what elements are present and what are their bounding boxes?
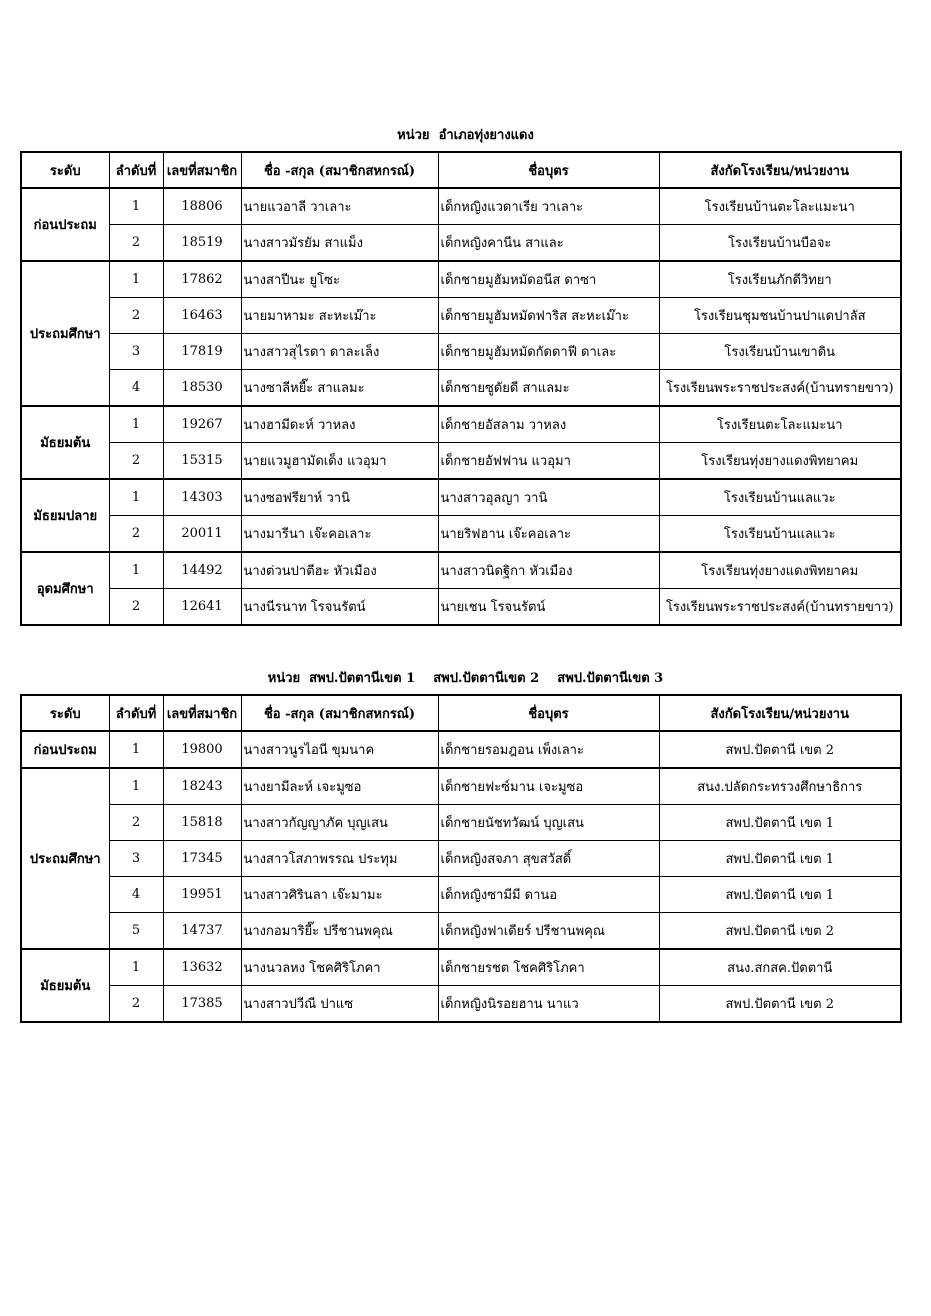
row-number-cell: 4 (109, 370, 163, 407)
header-no: ลำดับที่ (109, 695, 163, 731)
member-name-cell: นางกอมาริยี๊ะ ปรีชานพคุณ (241, 913, 438, 950)
row-number-cell: 2 (109, 516, 163, 553)
row-number-cell: 2 (109, 443, 163, 480)
row-number-cell: 1 (109, 479, 163, 516)
school-cell: โรงเรียนบ้านแลแวะ (659, 479, 901, 516)
member-name-cell: นางสาวศิรินลา เจ๊ะมามะ (241, 877, 438, 913)
school-cell: สพป.ปัตตานี เขต 1 (659, 877, 901, 913)
header-school: สังกัดโรงเรียน/หน่วยงาน (659, 695, 901, 731)
table-row (21, 768, 901, 805)
table-header-row (21, 152, 901, 188)
member-name-cell: นางสาปีนะ ยูโซะ (241, 261, 438, 298)
child-name-cell: นายเชน โรจนรัตน์ (438, 589, 659, 626)
member-id-cell: 16463 (163, 298, 241, 334)
member-id-cell: 18243 (163, 768, 241, 805)
header-school: สังกัดโรงเรียน/หน่วยงาน (659, 152, 901, 188)
member-id-cell: 17345 (163, 841, 241, 877)
member-id-cell: 18530 (163, 370, 241, 407)
school-cell: สนง.ปลัดกระทรวงศึกษาธิการ (659, 768, 901, 805)
row-number-cell: 2 (109, 589, 163, 626)
member-name-cell: นายแวมูฮามัดเด็ง แวอุมา (241, 443, 438, 480)
child-name-cell: เด็กชายรอมฎอน เพ็งเลาะ (438, 731, 659, 768)
member-id-cell: 19267 (163, 406, 241, 443)
level-cell: มัธยมต้น (21, 406, 109, 479)
school-cell: โรงเรียนตะโละแมะนา (659, 406, 901, 443)
row-number-cell: 4 (109, 877, 163, 913)
header-child-name: ชื่อบุตร (438, 152, 659, 188)
member-id-cell: 18519 (163, 225, 241, 262)
table-header-row (21, 695, 901, 731)
child-name-cell: เด็กหญิงแวดาเรีย วาเลาะ (438, 188, 659, 225)
member-name-cell: นางยามีละห์ เจะมูซอ (241, 768, 438, 805)
member-name-cell: นางมารีนา เจ๊ะคอเลาะ (241, 516, 438, 553)
level-cell: ก่อนประถม (21, 188, 109, 261)
table-row (21, 986, 901, 1023)
member-id-cell: 14737 (163, 913, 241, 950)
member-name-cell: นางสาวโสภาพรรณ ประทุม (241, 841, 438, 877)
member-name-cell: นางสาวกัญญาภัค บุญเสน (241, 805, 438, 841)
school-cell: สพป.ปัตตานี เขต 2 (659, 731, 901, 768)
member-id-cell: 19800 (163, 731, 241, 768)
member-name-cell: นางนวลหง โชคศิริโภคา (241, 949, 438, 986)
table-row (21, 443, 901, 480)
header-level: ระดับ (21, 152, 109, 188)
header-member-name: ชื่อ -สกุล (สมาชิกสหกรณ์) (241, 695, 438, 731)
child-name-cell: เด็กหญิงฟาเดียร์ ปรีชานพคุณ (438, 913, 659, 950)
child-name-cell: เด็กหญิงนิรอยฮาน นาแว (438, 986, 659, 1023)
child-name-cell: เด็กชายรชต โชคศิริโภคา (438, 949, 659, 986)
school-cell: โรงเรียนพระราชประสงค์(บ้านทรายขาว) (659, 589, 901, 626)
level-cell: มัธยมต้น (21, 949, 109, 1022)
row-number-cell: 2 (109, 298, 163, 334)
table-row (21, 370, 901, 407)
table-row (21, 516, 901, 553)
row-number-cell: 3 (109, 841, 163, 877)
child-name-cell: เด็กชายมูฮัมหมัดอนีส ดาซา (438, 261, 659, 298)
member-id-cell: 17385 (163, 986, 241, 1023)
member-id-cell: 14492 (163, 552, 241, 589)
table-row (21, 298, 901, 334)
school-cell: สพป.ปัตตานี เขต 2 (659, 986, 901, 1023)
row-number-cell: 2 (109, 225, 163, 262)
member-name-cell: นางนีรนาท โรจนรัตน์ (241, 589, 438, 626)
level-cell: ก่อนประถม (21, 731, 109, 768)
school-cell: โรงเรียนชุมชนบ้านปาแดปาลัส (659, 298, 901, 334)
child-name-cell: เด็กชายฟะซ์มาน เจะมูซอ (438, 768, 659, 805)
table-row (21, 406, 901, 443)
member-id-cell: 14303 (163, 479, 241, 516)
school-cell: โรงเรียนพระราชประสงค์(บ้านทรายขาว) (659, 370, 901, 407)
row-number-cell: 1 (109, 552, 163, 589)
table-row (21, 841, 901, 877)
member-name-cell: นางต่วนปาตีฮะ หัวเมือง (241, 552, 438, 589)
header-child-name: ชื่อบุตร (438, 695, 659, 731)
school-cell: โรงเรียนทุ่งยางแดงพิทยาคม (659, 552, 901, 589)
members-table-1 (20, 151, 902, 626)
member-name-cell: นางซาลีหยี๊ะ สาแลมะ (241, 370, 438, 407)
table-row (21, 805, 901, 841)
child-name-cell: เด็กชายอัฟฟาน แวอุมา (438, 443, 659, 480)
school-cell: สพป.ปัตตานี เขต 2 (659, 913, 901, 950)
row-number-cell: 3 (109, 334, 163, 370)
row-number-cell: 2 (109, 986, 163, 1023)
school-cell: สพป.ปัตตานี เขต 1 (659, 841, 901, 877)
member-name-cell: นางซอฟรียาห์ วานิ (241, 479, 438, 516)
table-row (21, 334, 901, 370)
member-id-cell: 12641 (163, 589, 241, 626)
members-table-2 (20, 694, 902, 1023)
member-name-cell: นางฮามีดะห์ วาหลง (241, 406, 438, 443)
child-name-cell: เด็กชายมูฮัมหมัดกัดดาฟี ดาเละ (438, 334, 659, 370)
member-id-cell: 19951 (163, 877, 241, 913)
row-number-cell: 1 (109, 731, 163, 768)
level-cell: ประถมศึกษา (21, 768, 109, 949)
member-id-cell: 15315 (163, 443, 241, 480)
member-name-cell: นายมาหามะ สะหะเม๊าะ (241, 298, 438, 334)
table-row (21, 731, 901, 768)
child-name-cell: เด็กหญิงคานีน สาและ (438, 225, 659, 262)
table-row (21, 877, 901, 913)
member-id-cell: 17819 (163, 334, 241, 370)
school-cell: โรงเรียนบ้านเขาดิน (659, 334, 901, 370)
header-no: ลำดับที่ (109, 152, 163, 188)
header-member-id: เลขที่สมาชิก (163, 695, 241, 731)
row-number-cell: 1 (109, 949, 163, 986)
child-name-cell: เด็กชายอัสลาม วาหลง (438, 406, 659, 443)
child-name-cell: นายริฟฮาน เจ๊ะคอเลาะ (438, 516, 659, 553)
member-id-cell: 13632 (163, 949, 241, 986)
school-cell: โรงเรียนบ้านตะโละแมะนา (659, 188, 901, 225)
level-cell: ประถมศึกษา (21, 261, 109, 406)
table-row (21, 188, 901, 225)
child-name-cell: เด็กหญิงสจภา สุขสวัสดิ์ (438, 841, 659, 877)
section-title-2: หน่วย สพป.ปัตตานีเขต 1 สพป.ปัตตานีเขต 2 สพป.ปัตตานีเขต 3 (267, 671, 664, 686)
member-name-cell: นางสาวสุไรดา ดาละเล็ง (241, 334, 438, 370)
table-row (21, 552, 901, 589)
school-cell: โรงเรียนภักดีวิทยา (659, 261, 901, 298)
level-cell: อุดมศึกษา (21, 552, 109, 625)
table-row (21, 479, 901, 516)
school-cell: สพป.ปัตตานี เขต 1 (659, 805, 901, 841)
row-number-cell: 1 (109, 768, 163, 805)
table-row (21, 589, 901, 626)
row-number-cell: 5 (109, 913, 163, 950)
header-level: ระดับ (21, 695, 109, 731)
child-name-cell: นางสาวอุลญา วานิ (438, 479, 659, 516)
member-id-cell: 20011 (163, 516, 241, 553)
table-row (21, 913, 901, 950)
member-name-cell: นางสาวนูรไอนี ขุมนาค (241, 731, 438, 768)
child-name-cell: นางสาวนิดฐิกา หัวเมือง (438, 552, 659, 589)
school-cell: โรงเรียนบ้านแลแวะ (659, 516, 901, 553)
row-number-cell: 1 (109, 406, 163, 443)
row-number-cell: 1 (109, 188, 163, 225)
child-name-cell: เด็กชายซูดัยดี สาแลมะ (438, 370, 659, 407)
header-member-id: เลขที่สมาชิก (163, 152, 241, 188)
school-cell: โรงเรียนบ้านบือจะ (659, 225, 901, 262)
child-name-cell: เด็กหญิงซามีมี ดานอ (438, 877, 659, 913)
child-name-cell: เด็กชายมูฮัมหมัดฟาริส สะหะเม๊าะ (438, 298, 659, 334)
member-name-cell: นางสาวปวีณี ปาแซ (241, 986, 438, 1023)
level-cell: มัธยมปลาย (21, 479, 109, 552)
header-member-name: ชื่อ -สกุล (สมาชิกสหกรณ์) (241, 152, 438, 188)
member-id-cell: 15818 (163, 805, 241, 841)
school-cell: โรงเรียนทุ่งยางแดงพิทยาคม (659, 443, 901, 480)
row-number-cell: 2 (109, 805, 163, 841)
section-title-1: หน่วย อำเภอทุ่งยางแดง (397, 128, 534, 143)
school-cell: สนง.สกสค.ปัตตานี (659, 949, 901, 986)
table-row (21, 261, 901, 298)
row-number-cell: 1 (109, 261, 163, 298)
member-id-cell: 18806 (163, 188, 241, 225)
table-row (21, 225, 901, 262)
child-name-cell: เด็กชายนัชทวัฒน์ บุญเสน (438, 805, 659, 841)
table-row (21, 949, 901, 986)
member-name-cell: นายแวอาลี วาเลาะ (241, 188, 438, 225)
member-name-cell: นางสาวมัรยัม สาแม็ง (241, 225, 438, 262)
member-id-cell: 17862 (163, 261, 241, 298)
